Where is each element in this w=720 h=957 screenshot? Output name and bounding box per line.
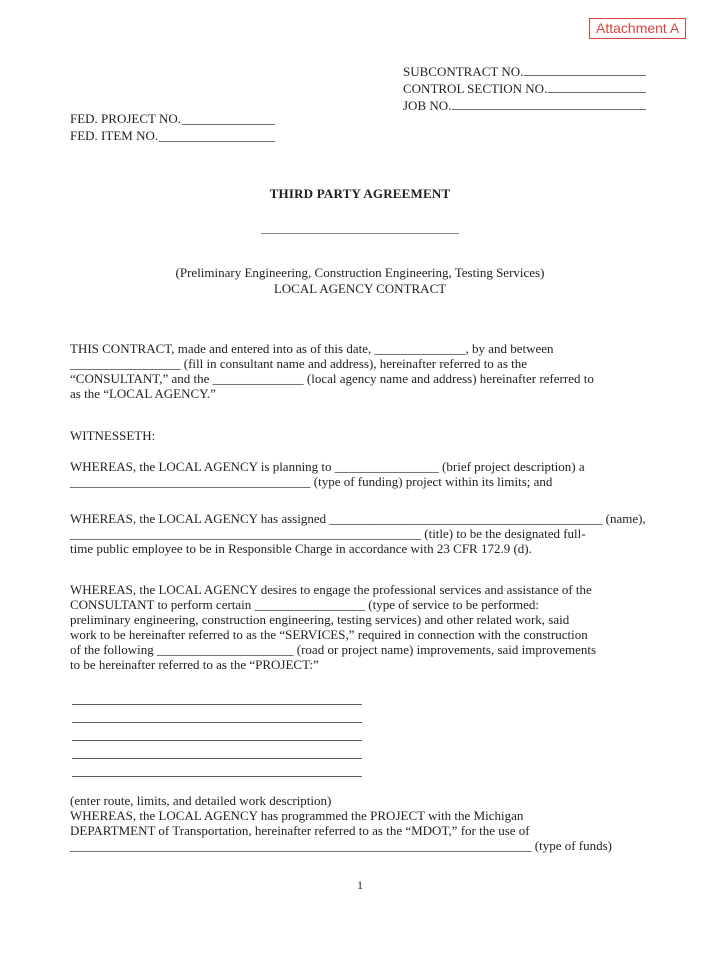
paragraph-line: WHEREAS, the LOCAL AGENCY is planning to ________________ (brief project description) a — [70, 459, 585, 474]
page-number: 1 — [357, 878, 363, 892]
field-control-section-no — [403, 80, 646, 97]
fill-in-line — [182, 124, 275, 125]
witnesseth-heading: WITNESSETH: — [70, 428, 156, 443]
field-label: SUBCONTRACT NO. — [403, 64, 524, 79]
field-label: CONTROL SECTION NO. — [403, 81, 548, 96]
paragraph-line: work to be hereinafter referred to as the “SERVICES,” required in connection with the construction — [70, 627, 588, 642]
field-fed-project-no — [70, 110, 275, 127]
field-subcontract-no — [403, 63, 646, 80]
paragraph-line: ______________________________________________________ (title) to be the designated full- — [70, 526, 586, 541]
paragraph-line: time public employee to be in Responsible Charge in accordance with 23 CFR 172.9 (d). — [70, 541, 532, 556]
fill-in-line — [72, 741, 362, 759]
paragraph-line: DEPARTMENT of Transportation, hereinafter referred to as the “MDOT,” for the use of — [70, 823, 530, 838]
fill-in-line — [72, 705, 362, 723]
title-blank-line — [261, 233, 459, 234]
document-subtitle — [0, 265, 720, 296]
field-job-no — [403, 97, 646, 114]
fill-in-line — [452, 109, 646, 110]
field-fed-item-no — [70, 127, 275, 144]
field-label: FED. PROJECT NO. — [70, 111, 182, 126]
fill-in-line — [524, 75, 646, 76]
field-label: FED. ITEM NO. — [70, 128, 159, 143]
attachment-a-stamp: Attachment A — [589, 18, 686, 39]
project-description-blanks — [72, 687, 362, 777]
paragraph-line: _____________________________________ (type of funding) project within its limits; and — [70, 474, 553, 489]
fill-in-line — [548, 92, 646, 93]
paragraph-whereas-programmed — [70, 793, 612, 853]
paragraph-line: _______________________________________________________________________ (type of funds) — [70, 838, 613, 853]
subtitle-services-list: (Preliminary Engineering, Construction Engineering, Testing Services) — [175, 265, 545, 280]
document-title: THIRD PARTY AGREEMENT — [269, 186, 451, 201]
paragraph-whereas-planning — [70, 459, 585, 489]
fill-in-line — [72, 723, 362, 741]
paragraph-line: WHEREAS, the LOCAL AGENCY desires to engage the professional services and assistance of the — [70, 582, 592, 597]
subtitle-contract-type: LOCAL AGENCY CONTRACT — [273, 280, 447, 296]
description-caption: (enter route, limits, and detailed work description) — [70, 793, 332, 808]
paragraph-line: of the following _____________________ (road or project name) improvements, said improvements — [70, 642, 597, 657]
field-label: JOB NO. — [403, 98, 452, 113]
paragraph-whereas-services — [70, 582, 596, 672]
paragraph-line: “CONSULTANT,” and the ______________ (local agency name and address) hereinafter referred to — [70, 371, 594, 386]
paragraph-line: _________________ (fill in consultant name and address), hereinafter referred to as the — [70, 356, 528, 371]
paragraph-line: THIS CONTRACT, made and entered into as of this date, ______________, by and between — [70, 341, 554, 356]
paragraph-this-contract — [70, 341, 594, 401]
paragraph-whereas-assigned — [70, 511, 646, 556]
fill-in-line — [72, 759, 362, 777]
header-left-fields — [70, 110, 275, 144]
paragraph-line: CONSULTANT to perform certain _________________ (type of service to be performed: — [70, 597, 540, 612]
paragraph-line: WHEREAS, the LOCAL AGENCY has assigned __________________________________________ (name), — [70, 511, 646, 526]
paragraph-line: WHEREAS, the LOCAL AGENCY has programmed the PROJECT with the Michigan — [70, 808, 524, 823]
header-right-fields — [403, 63, 646, 114]
paragraph-line: to be hereinafter referred to as the “PROJECT:” — [70, 657, 319, 672]
fill-in-line — [72, 687, 362, 705]
paragraph-line: preliminary engineering, construction engineering, testing services) and other related work, said — [70, 612, 570, 627]
paragraph-line: as the “LOCAL AGENCY.” — [70, 386, 216, 401]
fill-in-line — [159, 141, 275, 142]
